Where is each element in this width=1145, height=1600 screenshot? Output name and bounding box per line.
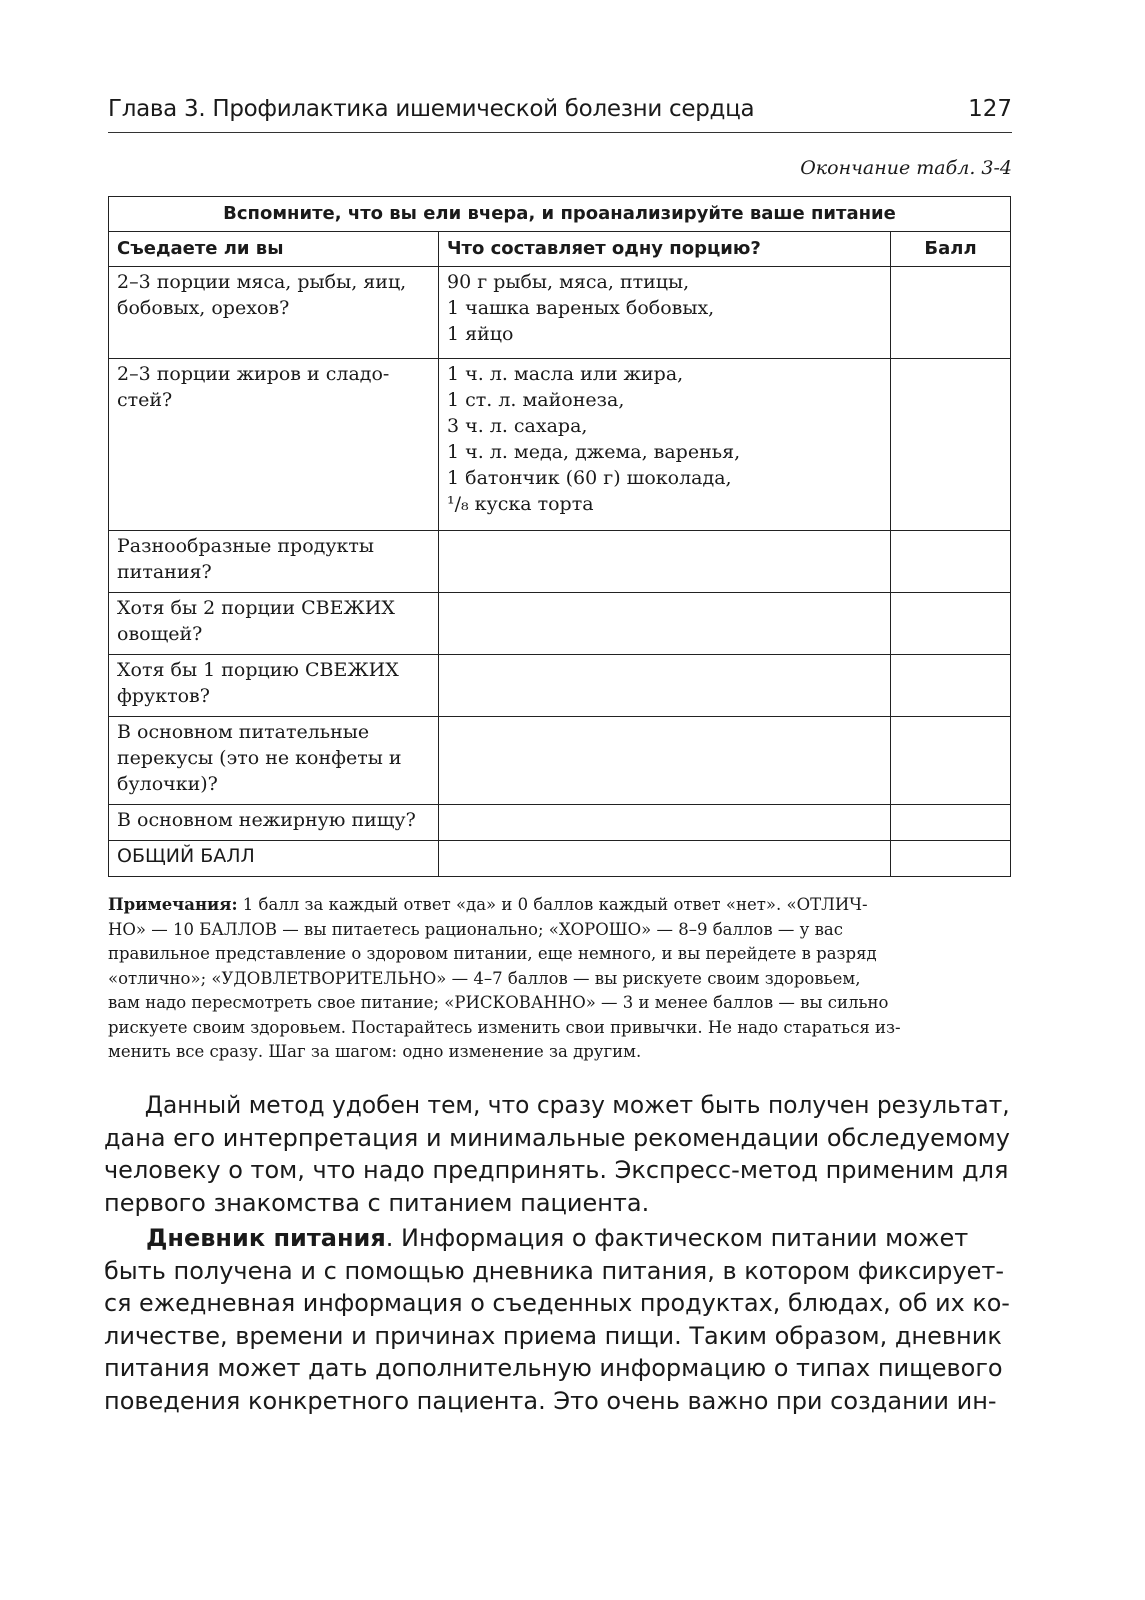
paragraph <box>104 1089 1010 1219</box>
table-row <box>109 805 1011 841</box>
notes-line: НО» — 10 БАЛЛОВ — вы питаетесь рационально; «ХОРОШО» — 8–9 баллов — у вас <box>108 919 843 939</box>
paragraph-line: Данный метод удобен тем, что сразу может быть получен результат, <box>144 1091 1010 1119</box>
question-cell <box>109 267 439 359</box>
total-score-label: ОБЩИЙ БАЛЛ <box>117 845 255 867</box>
paragraph-line: личестве, времени и причинах приема пищи. Таким образом, дневник <box>104 1321 1002 1350</box>
table-caption: Окончание табл. 3-4 <box>800 157 1012 179</box>
portion-line: 1 батончик (60 г) шоколада, <box>447 467 732 489</box>
score-cell <box>891 531 1011 593</box>
table-row <box>109 841 1011 877</box>
running-head <box>108 92 1012 133</box>
portion-cell <box>439 655 891 717</box>
term-diary: Дневник питания <box>146 1224 386 1252</box>
notes-line: менить все сразу. Шаг за шагом: одно изменение за другим. <box>108 1042 642 1061</box>
portion-line: 90 г рыбы, мяса, птицы, <box>447 271 690 293</box>
paragraph-line: человеку о том, что надо предпринять. Экспресс-метод применим для <box>104 1156 1009 1184</box>
question-line: Хотя бы 2 порции СВЕЖИХ <box>117 597 395 619</box>
question-line: Разнообразные продукты <box>117 535 375 557</box>
question-cell <box>109 531 439 593</box>
question-line: бобовых, орехов? <box>117 297 290 319</box>
score-cell <box>891 267 1011 359</box>
portion-cell <box>439 267 891 359</box>
total-label-cell <box>109 841 439 877</box>
score-cell <box>891 655 1011 717</box>
portion-line: ¹/₈ куска торта <box>447 493 594 515</box>
score-cell <box>891 593 1011 655</box>
question-cell <box>109 593 439 655</box>
score-cell <box>891 841 1011 877</box>
paragraph-line: первого знакомства с питанием пациента. <box>104 1188 650 1217</box>
question-line: В основном нежирную пищу? <box>117 809 416 831</box>
portion-cell <box>439 805 891 841</box>
paragraph-line: питания может дать дополнительную информацию о типах пищевого <box>104 1354 1003 1382</box>
score-cell <box>891 717 1011 805</box>
portion-cell <box>439 593 891 655</box>
page-number: 127 <box>968 96 1012 122</box>
table-row <box>109 593 1011 655</box>
notes-label: Примечания: <box>108 895 238 914</box>
body-text <box>104 1089 1010 1417</box>
portion-line: 1 чашка вареных бобовых, <box>447 297 715 319</box>
question-cell <box>109 805 439 841</box>
table-row <box>109 655 1011 717</box>
portion-cell <box>439 531 891 593</box>
paragraph-line: поведения конкретного пациента. Это очень важно при создании ин- <box>104 1386 997 1415</box>
table-row <box>109 267 1011 359</box>
question-line: В основном питательные <box>117 721 370 743</box>
score-cell <box>891 805 1011 841</box>
paragraph-line <box>104 1222 1010 1255</box>
portion-cell <box>439 717 891 805</box>
column-header-question: Съедаете ли вы <box>109 232 439 267</box>
notes-line <box>108 893 1008 918</box>
question-line: перекусы (это не конфеты и <box>117 747 402 769</box>
portion-line: 1 ст. л. майонеза, <box>447 389 625 411</box>
question-line: 2–3 порции жиров и сладо- <box>117 363 390 385</box>
notes-line: вам надо пересмотреть свое питание; «РИСКОВАННО» — 3 и менее баллов — вы сильно <box>108 993 889 1012</box>
question-line: овощей? <box>117 623 203 645</box>
question-cell <box>109 359 439 531</box>
table-notes <box>108 893 1008 1065</box>
diet-table <box>108 196 1011 877</box>
portion-line: 1 ч. л. масла или жира, <box>447 363 684 385</box>
table-row <box>109 717 1011 805</box>
question-line: 2–3 порции мяса, рыбы, яиц, <box>117 271 407 293</box>
notes-text: 1 балл за каждый ответ «да» и 0 баллов каждый ответ «нет». «ОТЛИЧ- <box>237 895 868 914</box>
question-line: стей? <box>117 389 173 411</box>
question-line: Хотя бы 1 порцию СВЕЖИХ <box>117 659 399 681</box>
column-header-portion: Что составляет одну порцию? <box>439 232 891 267</box>
notes-line: «отлично»; «УДОВЛЕТВОРИТЕЛЬНО» — 4–7 баллов — вы рискуете своим здоровьем, <box>108 968 861 988</box>
notes-line: правильное представление о здоровом питании, еще немного, и вы перейдете в разряд <box>108 944 877 963</box>
portion-line: 1 яйцо <box>447 323 514 345</box>
portion-line: 3 ч. л. сахара, <box>447 415 588 437</box>
chapter-title: Глава 3. Профилактика ишемической болезни сердца <box>108 96 755 122</box>
question-line: питания? <box>117 561 212 583</box>
question-line: булочки)? <box>117 773 218 795</box>
paragraph-text: . Информация о фактическом питании может <box>385 1224 969 1252</box>
paragraph-line: быть получена и с помощью дневника питания, в котором фиксирует- <box>104 1256 1004 1285</box>
paragraph-line: дана его интерпретация и минимальные рекомендации обследуемому <box>104 1123 1010 1152</box>
question-cell <box>109 655 439 717</box>
column-header-score: Балл <box>891 232 1011 267</box>
portion-cell <box>439 359 891 531</box>
score-cell <box>891 359 1011 531</box>
table-title: Вспомните, что вы ели вчера, и проанализируйте ваше питание <box>109 197 1011 232</box>
question-line: фруктов? <box>117 685 210 707</box>
notes-line: рискуете своим здоровьем. Постарайтесь изменить свои привычки. Не надо стараться из- <box>108 1017 901 1037</box>
paragraph <box>104 1222 1010 1417</box>
paragraph-line: ся ежедневная информация о съеденных продуктах, блюдах, об их ко- <box>104 1289 1010 1317</box>
table-row <box>109 359 1011 531</box>
portion-cell <box>439 841 891 877</box>
question-cell <box>109 717 439 805</box>
table-row <box>109 531 1011 593</box>
portion-line: 1 ч. л. меда, джема, варенья, <box>447 441 741 463</box>
